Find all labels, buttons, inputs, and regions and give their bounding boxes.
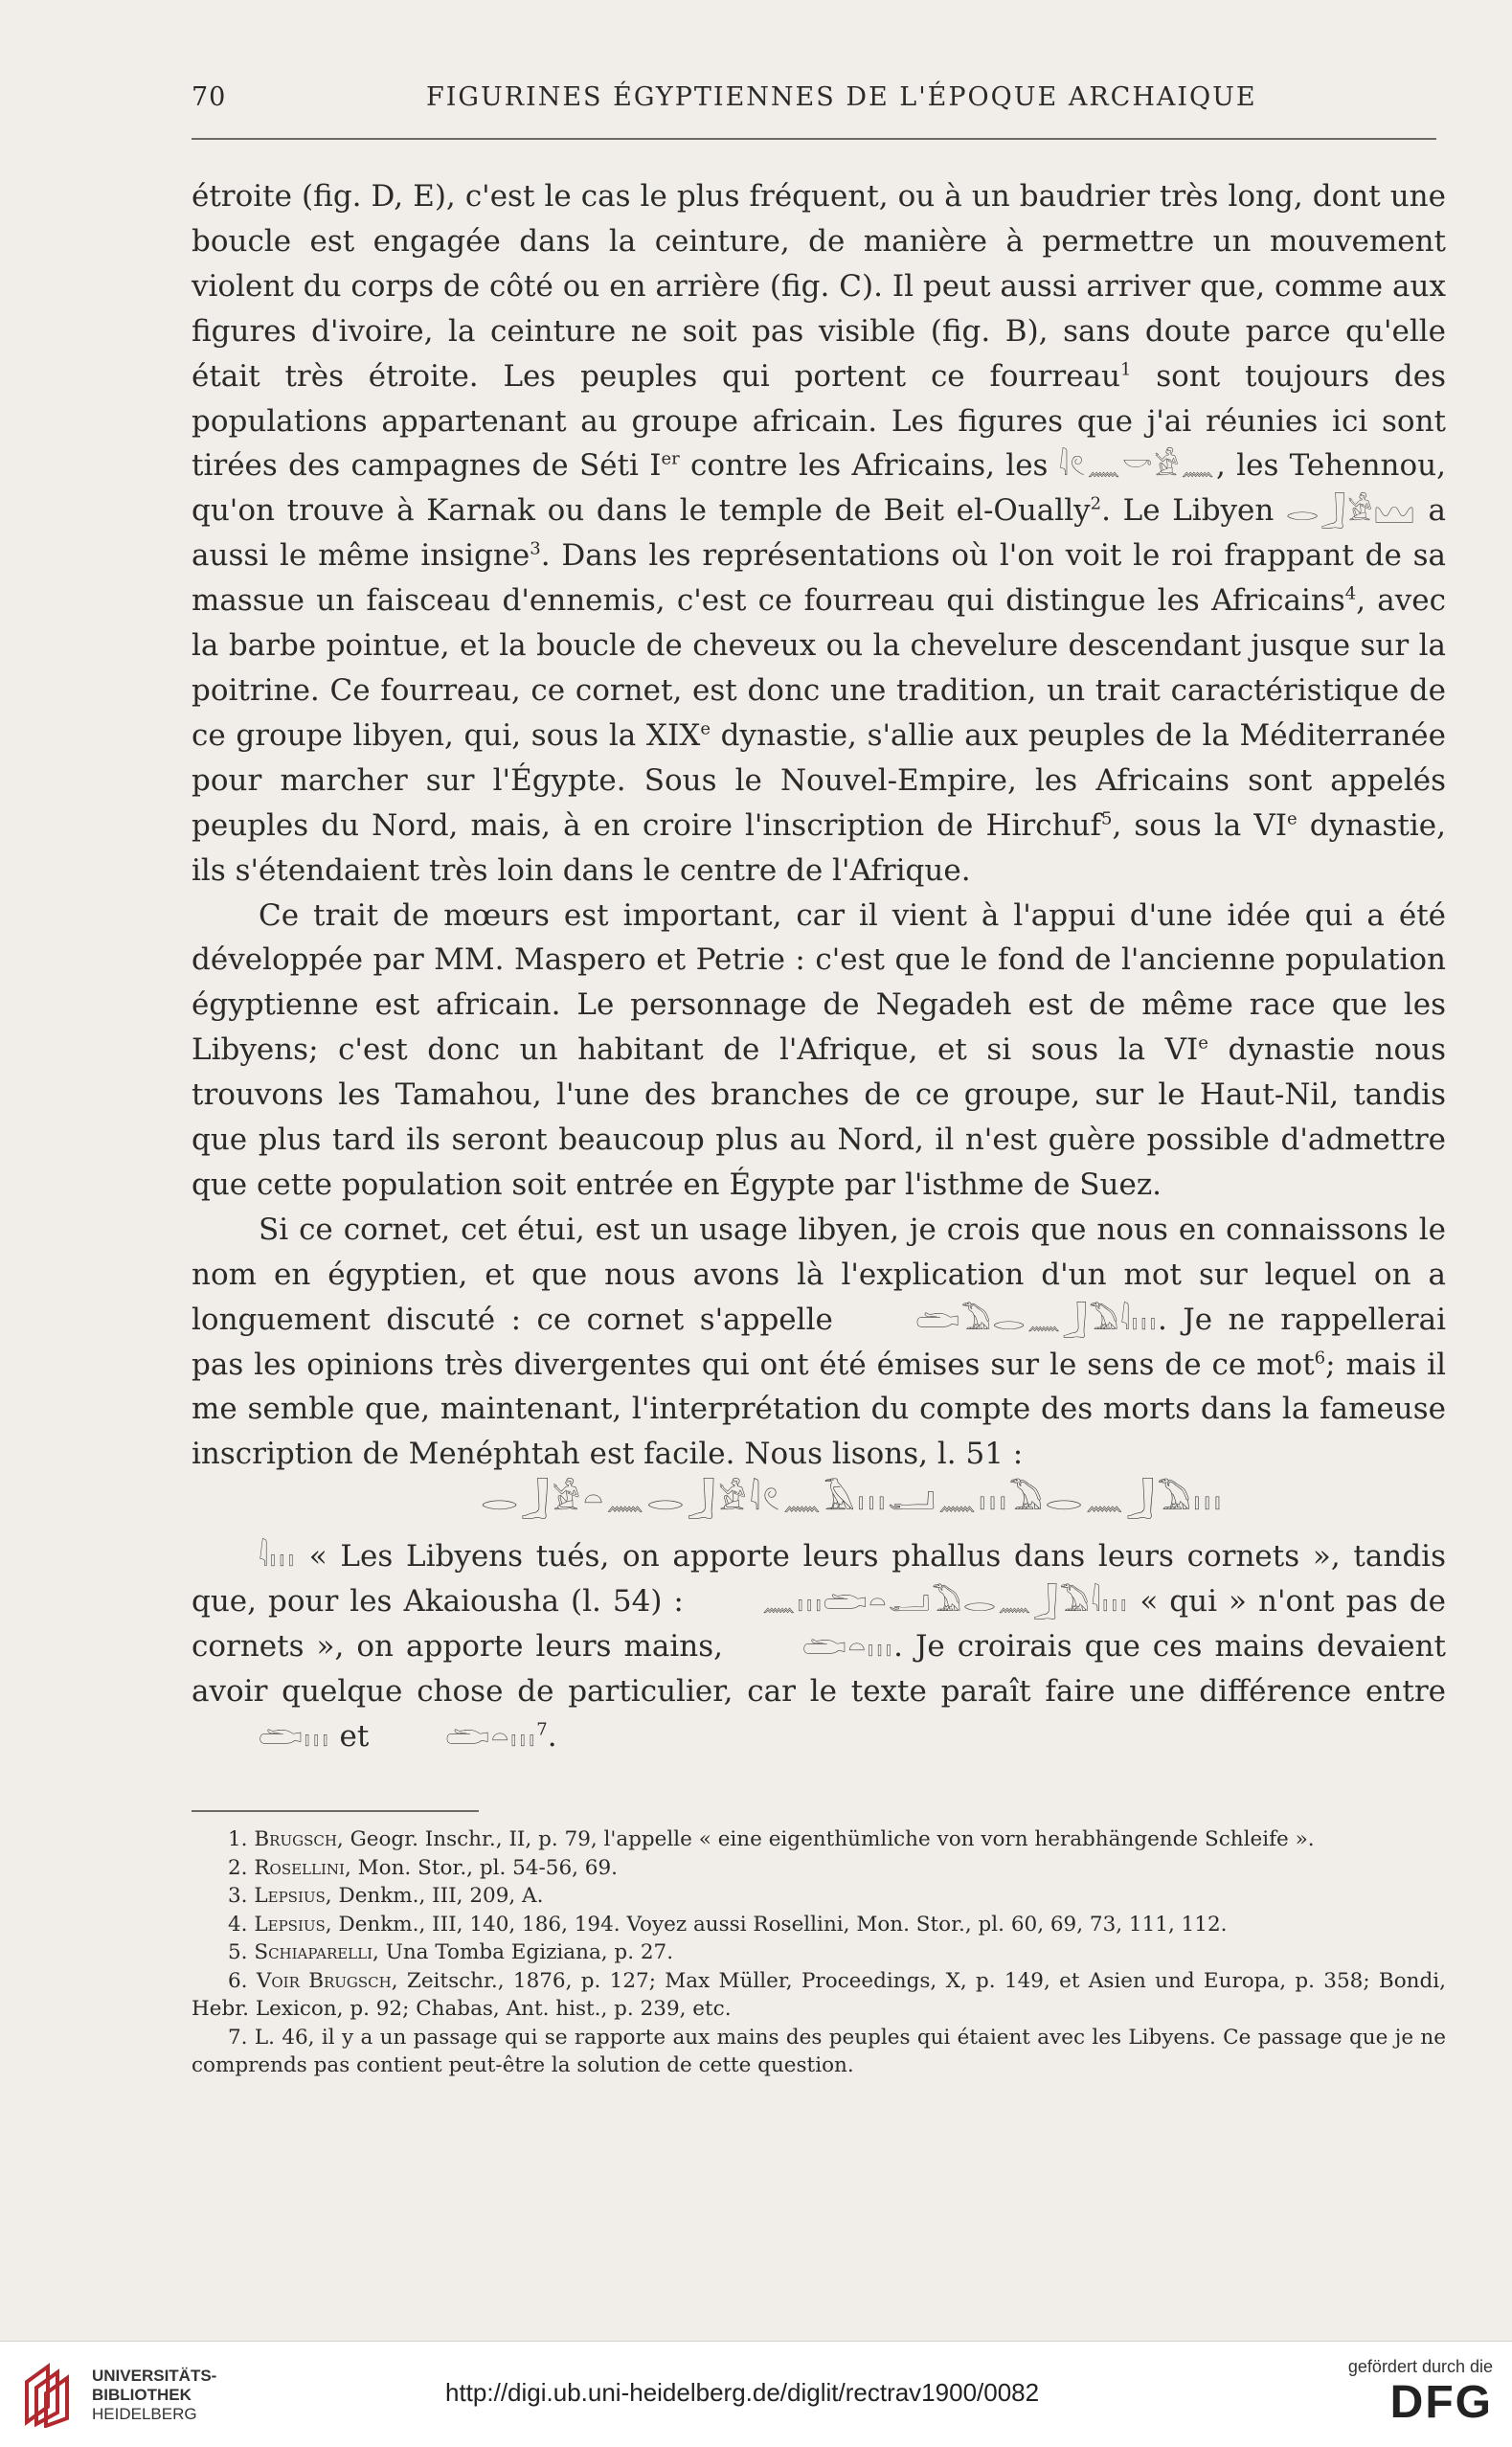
dfg-logo[interactable]: DFG xyxy=(1389,2377,1493,2428)
hieroglyph-group-hands-a: 𓂧𓏥 xyxy=(259,1719,330,1753)
footnote-7: 7. L. 46, il y a un passage qui se rapporte aux mains des peuples qui étaient avec les Libyens. Ce passage que je ne comprends pas contient peut-être la solution de cette question. xyxy=(192,2025,1446,2077)
footnote-2: 2. Rosellini, Mon. Stor., pl. 54-56, 69. xyxy=(228,1855,618,1880)
footnote-ref-6[interactable]: 6 xyxy=(1314,1348,1326,1369)
university-library-logo-icon[interactable] xyxy=(19,2361,80,2428)
header-rule xyxy=(192,138,1436,140)
hieroglyph-group-akaiousha: 𓈖𓏥𓂧𓏏𓂝𓅐𓂋𓈖𓃀𓅐𓇋𓏥 xyxy=(761,1585,1129,1619)
paragraph-2: Ce trait de mœurs est important, car il vient à l'appui d'une idée qui a été développée par MM. Maspero et Petrie : c'est que le fond de l'ancienne population égyptienne est africain. Le personnage de Negadeh est de même race que les Libyens; c'est donc un habitant de l'Afrique, et si sous la VIe dynastie nous trouvons les Tamahou, l'une des branches de ce groupe, sur le Haut-Nil, tandis que plus tard ils seront beaucoup plus au Nord, il n'est guère possible d'admettre que cette population soit entrée en Égypte par l'isthme de Suez. xyxy=(192,897,1446,1202)
footnote-ref-2[interactable]: 2 xyxy=(1090,494,1102,515)
main-text xyxy=(192,174,1446,1759)
funded-by-label: gefördert durch die xyxy=(1347,2357,1493,2376)
footnote-ref-3[interactable]: 3 xyxy=(530,538,541,559)
library-name: UNIVERSITÄTS- BIBLIOTHEK HEIDELBERG xyxy=(92,2367,217,2423)
footnote-4: 4. Lepsius, Denkm., III, 140, 186, 194. Voyez aussi Rosellini, Mon. Stor., pl. 60, 69, 73, 111, 112. xyxy=(228,1912,1228,1937)
hieroglyph-group-cornet: 𓂧𓅐𓂋𓈖𓃀𓅐𓇋𓏥 xyxy=(915,1303,1158,1336)
footnote-3: 3. Lepsius, Denkm., III, 209, A. xyxy=(228,1884,544,1908)
footnote-ref-5[interactable]: 5 xyxy=(1101,808,1113,829)
footnote-5: 5. Schiaparelli, Una Tomba Egiziana, p. 27. xyxy=(228,1940,674,1964)
funder-block xyxy=(1348,2357,1493,2429)
footnote-ref-7[interactable]: 7 xyxy=(536,1719,548,1740)
hieroglyph-group-libyan: 𓂋𓃀𓀀𓈉 xyxy=(1286,494,1416,528)
hieroglyph-group-end: 𓇋𓏥 xyxy=(259,1540,296,1574)
hieroglyph-inscription-line: 𓂋𓃀𓀀𓏏𓈖𓂋𓃀𓀀𓇋𓏲𓈖𓄿𓏥𓂝𓈖𓏥𓅐𓂋𓈖𓃀𓅐𓏥 xyxy=(481,1480,1224,1518)
source-url-link[interactable]: http://digi.ub.uni-heidelberg.de/diglit/rectrav1900/0082 xyxy=(445,2378,1040,2407)
footnote-rule xyxy=(192,1810,479,1812)
hieroglyph-group-hands-b: 𓂧𓏏𓏥 xyxy=(445,1719,537,1753)
footnote-6: 6. Voir Brugsch, Zeitschr., 1876, p. 127; Max Müller, Proceedings, X, p. 149, et Asien und Europa, p. 358; Bondi, Hebr. Lexicon, p. 92; Chabas, Ant. hist., p. 239, etc. xyxy=(192,1968,1446,2021)
hieroglyph-group-africans: 𓇋𓏲𓈖𓎡𓀀𓈖 xyxy=(1058,449,1217,483)
footnote-ref-4[interactable]: 4 xyxy=(1344,583,1357,604)
page-number: 70 xyxy=(192,82,227,112)
footnotes xyxy=(192,1810,1446,2080)
paragraph-1: étroite (fig. D, E), c'est le cas le plus fréquent, ou à un baudrier très long, dont une boucle est engagée dans la ceinture, de manière à permettre un mouvement violent du corps de côté ou en arrière (fig. C). Il peut aussi arriver que, comme aux figures d'ivoire, la ceinture ne soit pas visible (fig. B), sans doute parce qu'elle était très étroite. Les peuples qui portent ce fourreau$^1$ sont toujours des populations appartenant au groupe africain. Les figures que j'ai réunies ici sont tirées des campagnes de Séti Ier contre les Africains, les 𓇋𓏲𓈖𓎡𓀀𓈖, les Tehennou, qu'on trouve à Karnak ou dans le temple de Beit el-Oually$^2$. Le Libyen 𓂋𓃀𓀀𓈉 a aussi le même insigne$^3$. Dans les représentations où l'on voit le roi frappant de sa massue un faisceau d'ennemis, c'est ce fourreau qui distingue les Africains$^4$, avec la barbe pointue, et la boucle de cheveux ou la chevelure descendant jusque sur la poitrine. Ce fourreau, ce cornet, est donc une tradition, un trait caractéristique de ce groupe libyen, qui, sous la XIXe dynastie, s'allie aux peuples de la Méditerranée pour marcher sur l'Égypte. Sous le Nouvel-Empire, les Africains sont appelés peuples du Nord, mais, à en croire l'inscription de Hirchuf$^5$, sous la VIe dynastie, ils s'étendaient très loin dans le centre de l'Afrique. xyxy=(192,179,1447,888)
digitization-footer xyxy=(0,2341,1512,2447)
footnote-1: 1. Brugsch, Geogr. Inschr., II, p. 79, l'appelle « eine eigenthümliche von vorn herabhängende Schleife ». xyxy=(228,1827,1315,1851)
footnote-ref-1[interactable]: 1 xyxy=(1119,359,1132,380)
paragraph-3: Si ce cornet, cet étui, est un usage libyen, je crois que nous en connaissons le nom en égyptien, et que nous avons là l'explication d'un mot sur lequel on a longuement discuté : ce cornet s'appelle 𓂧𓅐𓂋𓈖𓃀𓅐𓇋𓏥. Je ne rappellerai pas les opinions très divergentes qui ont été émises sur le sens de ce mot$^6$; mais il me semble que, maintenant, l'interprétation du compte des morts dans la fameuse inscription de Menéphtah est facile. Nous lisons, l. 51 : 𓂋𓃀𓀀𓏏𓈖𓂋𓃀𓀀𓇋𓏲𓈖𓄿𓏥𓂝𓈖𓏥𓅐𓂋𓈖𓃀𓅐𓏥 𓇋𓏥 « Les Libyens tués, on apporte leurs phallus dans leurs cornets », tandis que, pour les Akaiousha (l. 54) : 𓈖𓏥𓂧𓏏𓂝𓅐𓂋𓈖𓃀𓅐𓇋𓏥 « qui » n'ont pas de cornets », on apporte leurs mains, 𓂧𓏏𓏥. Je croirais que ces mains devaient avoir quelque chose de particulier, car le texte paraît faire une différence entre 𓂧𓏥 et 𓂧𓏏𓏥$^7$. xyxy=(192,1208,1446,1759)
running-title: FIGURINES ÉGYPTIENNES DE L'ÉPOQUE ARCHAIQUE xyxy=(426,82,1257,112)
hieroglyph-group-hands: 𓂧𓏏𓏥 xyxy=(802,1630,894,1664)
